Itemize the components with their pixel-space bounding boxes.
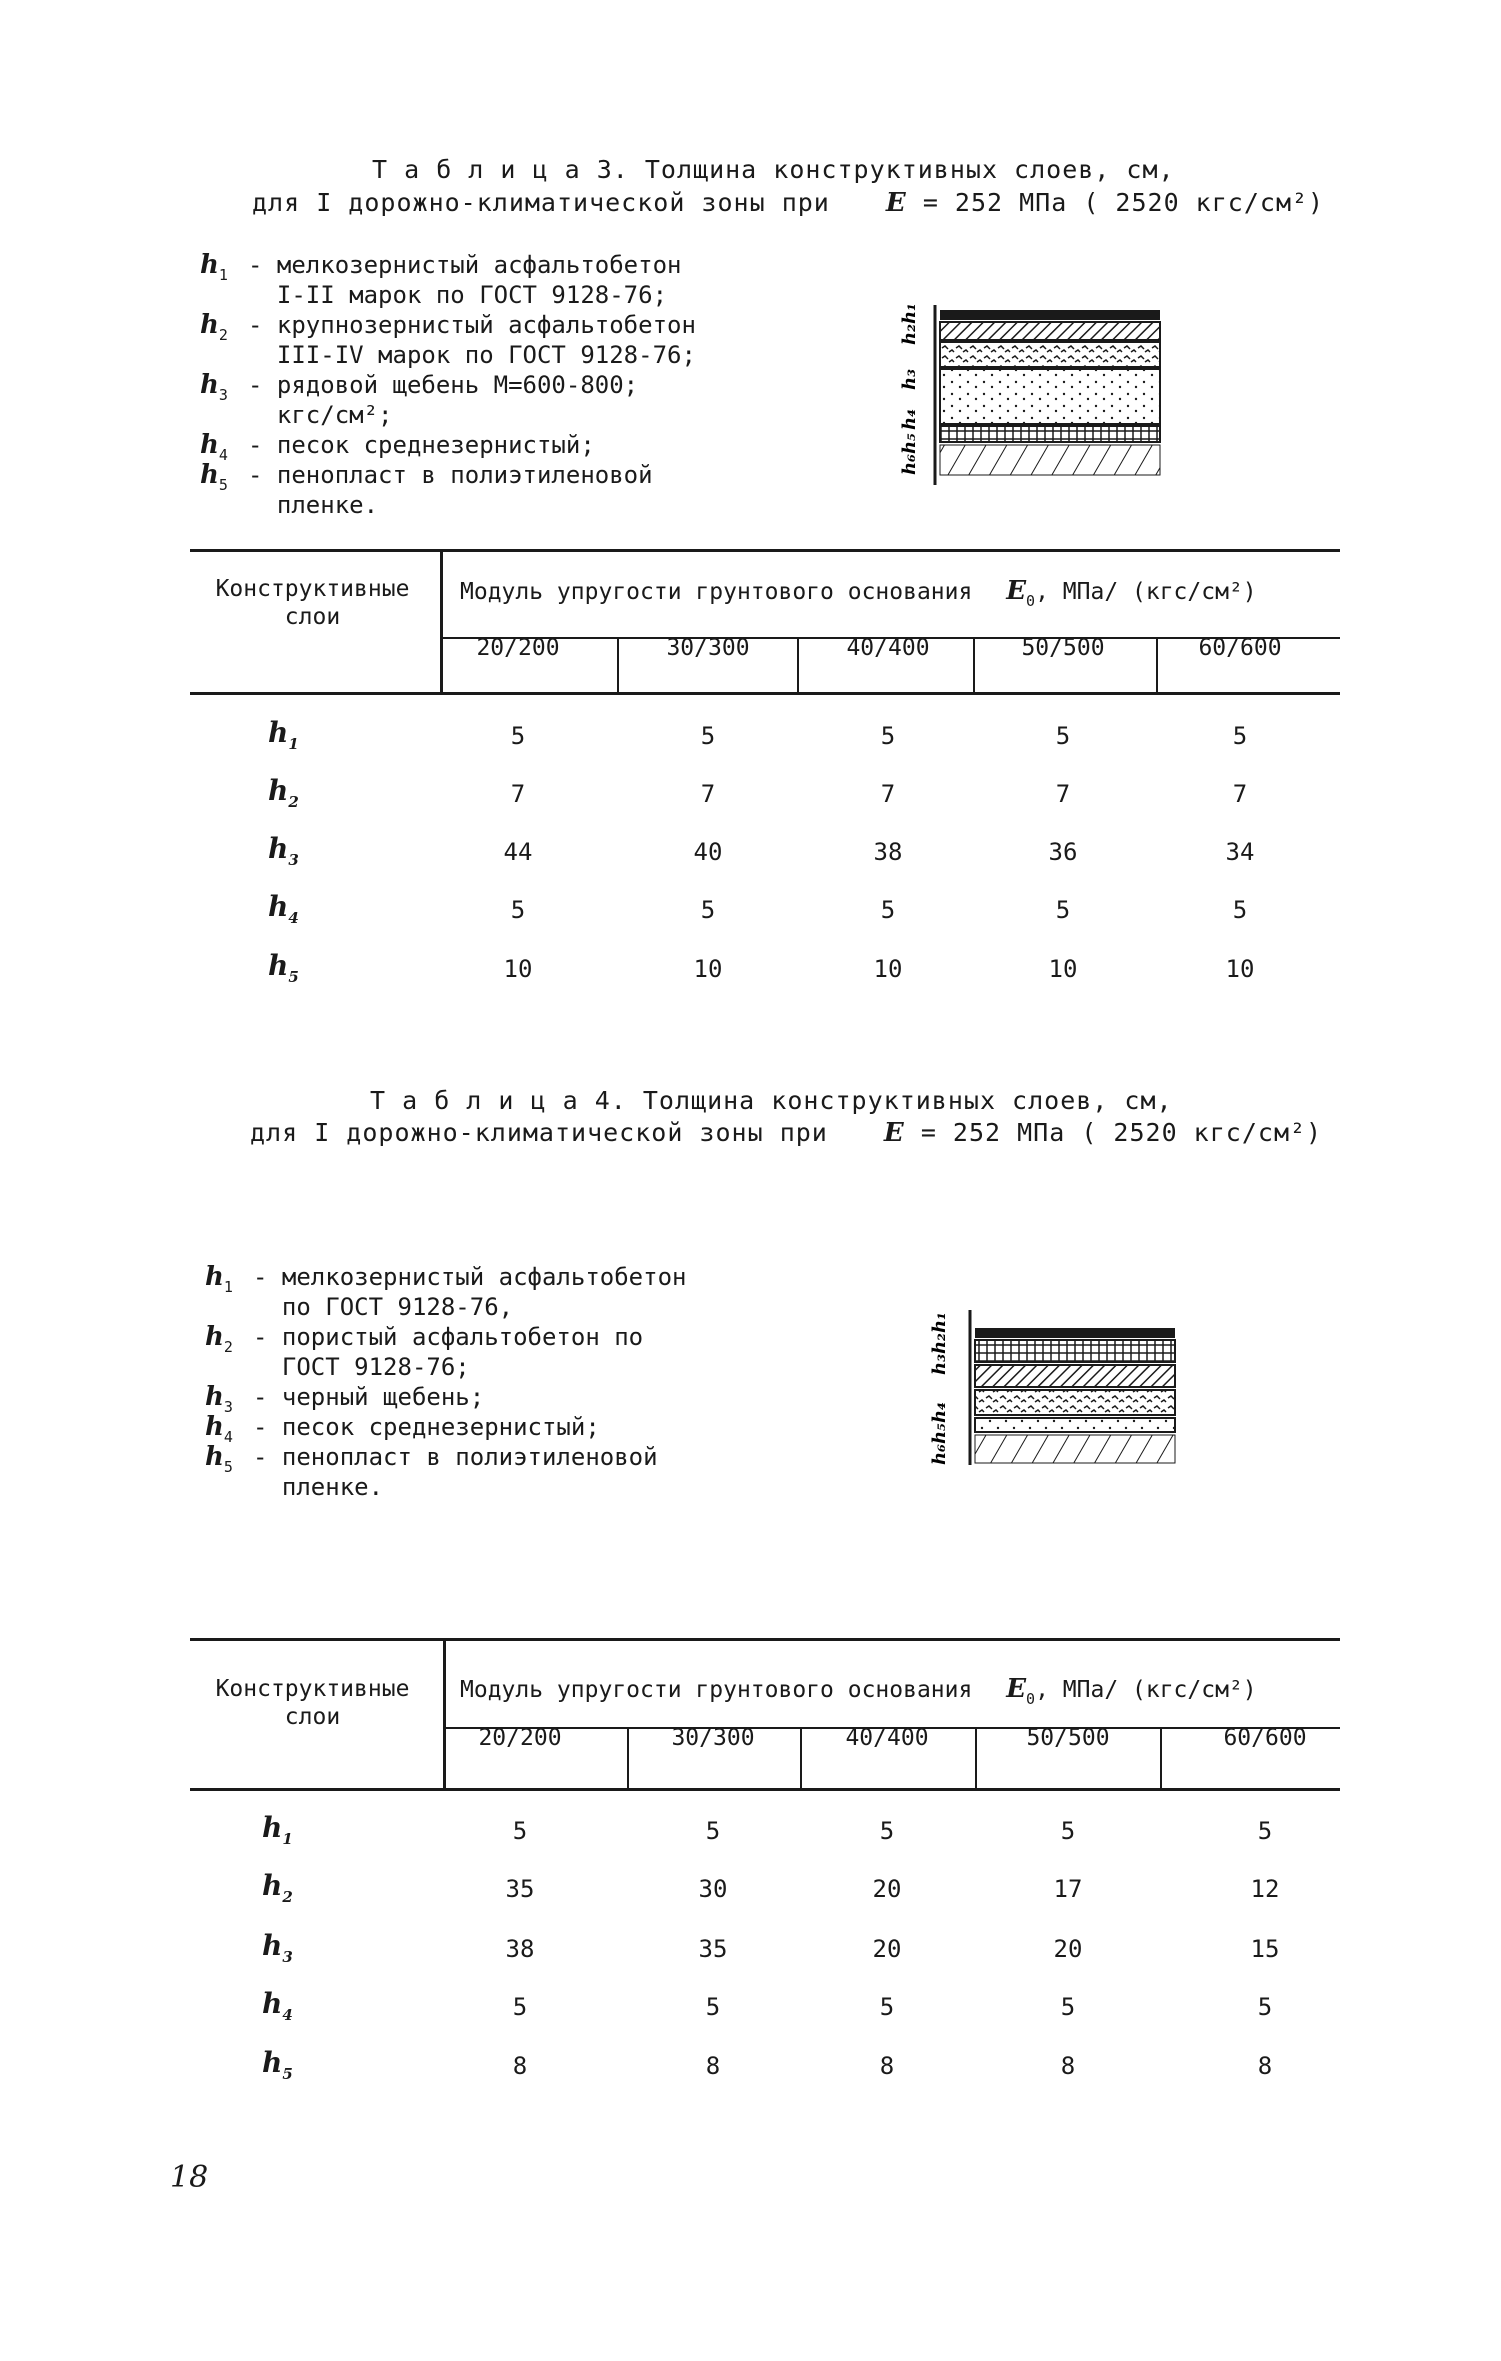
table4-header-right (460, 1674, 1257, 1708)
legend-symbol (205, 1382, 253, 1415)
legend-line (200, 280, 696, 310)
table4-caption-line2 (250, 1118, 1322, 1148)
legend-text: - песок среднезернистый; (253, 1413, 600, 1441)
table-cell: 8 (512, 2052, 528, 2080)
legend-text: - пенопласт в полиэтиленовой (248, 461, 653, 489)
row-label-sub: 2 (288, 793, 299, 811)
table3-col-divider (1156, 637, 1158, 694)
svg-text:h₆h₅h₄: h₆h₅h₄ (929, 1402, 950, 1465)
row-label (268, 832, 299, 869)
legend-text: по ГОСТ 9128-76, (253, 1293, 514, 1321)
legend-line (200, 370, 696, 404)
legend-symbol (200, 460, 248, 493)
table-cell: 8 (1257, 2052, 1273, 2080)
table-cell: 5 (879, 1993, 895, 2021)
table-cell: 10 (873, 955, 903, 983)
table-cell: 36 (1048, 838, 1078, 866)
table3-header-left-2: слои (284, 604, 341, 630)
legend-symbol-sub: 1 (218, 266, 228, 284)
table3-bottom-rule (190, 692, 1340, 695)
table-cell: 5 (512, 1993, 528, 2021)
table3-top-rule (190, 549, 1340, 552)
legend-symbol-sub: 4 (223, 1428, 233, 1446)
table-cell: 7 (1232, 780, 1248, 808)
legend-line (200, 310, 696, 344)
table-cell: 15 (1250, 1935, 1280, 1963)
row-label (268, 774, 299, 811)
table-cell: 5 (880, 722, 896, 750)
row-label (262, 1811, 293, 1848)
legend-text: I-II марок по ГОСТ 9128-76; (248, 281, 668, 309)
legend-line (200, 400, 696, 430)
table3-col-divider (797, 637, 799, 694)
legend-symbol (205, 1442, 253, 1475)
table3-caption-line1: Т а б л и ц а 3. Толщина конструктивных слоев, см, (372, 155, 1175, 184)
table4-caption-line1: Т а б л и ц а 4. Толщина конструктивных слоев, см, (370, 1086, 1173, 1115)
legend-text: - мелкозернистый асфальтобетон (248, 251, 682, 279)
table-cell: 44 (503, 838, 533, 866)
table4-header-left-1: Конструктивные (215, 1676, 410, 1702)
legend-symbol-sub: 2 (218, 326, 228, 344)
legend-text: - пенопласт в полиэтиленовой (253, 1443, 658, 1471)
table-cell: 35 (698, 1935, 728, 1963)
legend-symbol (205, 1262, 253, 1295)
legend-text: - пористый асфальтобетон по (253, 1323, 644, 1351)
row-label-sub: 5 (282, 2065, 293, 2083)
legend-symbol-sub: 2 (223, 1338, 233, 1356)
row-label-sub: 1 (288, 735, 299, 753)
row-label-sub: 3 (282, 1948, 293, 1966)
table4-header-e0: E (1006, 1674, 1027, 1704)
legend-line (205, 1262, 687, 1296)
table-cell: 7 (1055, 780, 1071, 808)
legend-line (205, 1472, 686, 1502)
table-cell: 5 (1055, 722, 1071, 750)
legend-text: пленке. (248, 491, 379, 519)
legend-symbol-letter: h (200, 430, 219, 460)
table3-caption-line2b: = 252 МПа ( 2520 кгс/см²) (922, 188, 1325, 217)
row-label-sub: 5 (288, 968, 299, 986)
legend-line (205, 1412, 686, 1446)
legend-symbol-letter: h (205, 1442, 224, 1472)
legend-symbol-letter: h (200, 370, 219, 400)
table3-vertical-rule (440, 549, 443, 693)
svg-text:h₄: h₄ (899, 409, 920, 430)
legend-line (205, 1352, 686, 1382)
table4-legend (205, 1262, 686, 1502)
column-header: 60/600 (1223, 1725, 1307, 1751)
legend-line (200, 460, 696, 494)
table-cell: 5 (700, 896, 716, 924)
legend-line (205, 1292, 686, 1322)
legend-symbol-letter: h (205, 1382, 224, 1412)
legend-symbol-sub: 1 (223, 1278, 233, 1296)
table4-top-rule (190, 1638, 1340, 1641)
table-cell: 30 (698, 1875, 728, 1903)
table3-header-right (460, 576, 1257, 610)
table3-layer-diagram (885, 295, 1185, 490)
column-header: 40/400 (846, 635, 930, 661)
column-header: 30/300 (671, 1725, 755, 1751)
legend-symbol-sub: 5 (218, 476, 228, 494)
column-header: 60/600 (1198, 635, 1282, 661)
table4-header-e0-sub: 0 (1026, 1690, 1036, 1708)
svg-text:h₃: h₃ (899, 369, 920, 390)
row-label-letter: h (268, 774, 289, 807)
legend-text: - черный щебень; (253, 1383, 485, 1411)
table4-header-unit: , МПа/ (кгс/см²) (1035, 1677, 1257, 1703)
table3-col-divider (617, 637, 619, 694)
legend-text: - песок среднезернистый; (248, 431, 595, 459)
table-cell: 10 (693, 955, 723, 983)
legend-symbol-letter: h (205, 1412, 224, 1442)
legend-symbol (200, 250, 248, 283)
table3-caption-line2 (252, 188, 1324, 218)
legend-line (200, 250, 696, 284)
legend-symbol (200, 310, 248, 343)
row-label-sub: 2 (282, 1888, 293, 1906)
table4-col-divider (1160, 1727, 1162, 1788)
table-cell: 5 (1055, 896, 1071, 924)
row-label (268, 890, 299, 927)
row-label-letter: h (262, 1987, 283, 2020)
table-cell: 7 (880, 780, 896, 808)
legend-line (200, 490, 696, 520)
table4-vertical-rule (443, 1638, 446, 1790)
column-header: 30/300 (666, 635, 750, 661)
table-cell: 20 (1053, 1935, 1083, 1963)
table-cell: 7 (700, 780, 716, 808)
legend-line (205, 1382, 686, 1416)
legend-text: кгс/см²; (248, 401, 393, 429)
row-label (268, 949, 299, 986)
table-cell: 5 (1232, 722, 1248, 750)
row-label-letter: h (268, 890, 289, 923)
row-label (262, 1929, 293, 1966)
row-label (268, 716, 299, 753)
legend-line (205, 1442, 686, 1476)
row-label-sub: 4 (282, 2006, 293, 2024)
table3-legend (200, 250, 696, 520)
row-label-sub: 4 (288, 909, 299, 927)
legend-line (205, 1322, 686, 1356)
legend-symbol (200, 430, 248, 463)
row-label-letter: h (268, 716, 289, 749)
row-label (262, 1987, 293, 2024)
table-cell: 40 (693, 838, 723, 866)
row-label-letter: h (268, 832, 289, 865)
svg-text:h₂h₁: h₂h₁ (899, 303, 920, 345)
table4-col-divider (975, 1727, 977, 1788)
row-label-letter: h (262, 2046, 283, 2079)
table3-header-e0-sub: 0 (1026, 592, 1036, 610)
table4-layer-diagram (915, 1305, 1185, 1470)
legend-text: ГОСТ 9128-76; (253, 1353, 470, 1381)
row-label-letter: h (268, 949, 289, 982)
table-cell: 5 (1232, 896, 1248, 924)
table-cell: 5 (1257, 1993, 1273, 2021)
table-cell: 5 (1060, 1817, 1076, 1845)
legend-symbol-letter: h (205, 1322, 224, 1352)
legend-symbol-sub: 5 (223, 1458, 233, 1476)
table-cell: 20 (872, 1875, 902, 1903)
table3-e-symbol: E (885, 188, 907, 218)
legend-text: III-IV марок по ГОСТ 9128-76; (248, 341, 696, 369)
row-label-sub: 1 (282, 1830, 293, 1848)
legend-symbol-letter: h (200, 460, 219, 490)
legend-symbol-sub: 4 (218, 446, 228, 464)
legend-symbol (205, 1322, 253, 1355)
row-label-letter: h (262, 1929, 283, 1962)
legend-symbol-letter: h (200, 310, 219, 340)
table3-caption-line2a: для I дорожно-климатической зоны при (252, 188, 830, 217)
legend-text: - крупнозернистый асфальтобетон (248, 311, 696, 339)
table-cell: 8 (705, 2052, 721, 2080)
row-label (262, 2046, 293, 2083)
table4-col-divider (800, 1727, 802, 1788)
table-cell: 10 (503, 955, 533, 983)
legend-text: - мелкозернистый асфальтобетон (253, 1263, 687, 1291)
table-cell: 38 (505, 1935, 535, 1963)
column-header: 50/500 (1021, 635, 1105, 661)
column-header: 20/200 (478, 1725, 562, 1751)
table-cell: 5 (510, 896, 526, 924)
table4-col-divider (627, 1727, 629, 1788)
table-cell: 8 (879, 2052, 895, 2080)
table4-header-modulus: Модуль упругости грунтового основания (460, 1677, 973, 1703)
row-label (262, 1869, 293, 1906)
table-cell: 5 (705, 1993, 721, 2021)
table4-e-symbol: E (883, 1118, 905, 1148)
table3-header-unit: , МПа/ (кгс/см²) (1035, 579, 1257, 605)
table4-caption-line2a: для I дорожно-климатической зоны при (250, 1118, 828, 1147)
column-header: 40/400 (845, 1725, 929, 1751)
column-header: 20/200 (476, 635, 560, 661)
page-number: 18 (170, 2160, 209, 2195)
table3-col-divider (973, 637, 975, 694)
table-cell: 5 (512, 1817, 528, 1845)
legend-text: - рядовой щебень М=600-800; (248, 371, 639, 399)
svg-text:h₃h₂h₁: h₃h₂h₁ (929, 1312, 950, 1375)
legend-symbol-letter: h (200, 250, 219, 280)
svg-text:h₆h₅: h₆h₅ (899, 433, 920, 475)
table-cell: 5 (1257, 1817, 1273, 1845)
row-label-sub: 3 (288, 851, 299, 869)
table-cell: 7 (510, 780, 526, 808)
table-cell: 38 (873, 838, 903, 866)
legend-symbol-sub: 3 (223, 1398, 233, 1416)
row-label-letter: h (262, 1811, 283, 1844)
table-cell: 34 (1225, 838, 1255, 866)
table-cell: 10 (1225, 955, 1255, 983)
table-cell: 5 (880, 896, 896, 924)
table4-bottom-rule (190, 1788, 1340, 1791)
table3-header-e0: E (1006, 576, 1027, 606)
legend-line (200, 340, 696, 370)
row-label-letter: h (262, 1869, 283, 1902)
table-cell: 5 (700, 722, 716, 750)
legend-symbol (200, 370, 248, 403)
table4-header-left-2: слои (284, 1704, 341, 1730)
table-cell: 20 (872, 1935, 902, 1963)
table-cell: 8 (1060, 2052, 1076, 2080)
legend-symbol (205, 1412, 253, 1445)
table-cell: 5 (1060, 1993, 1076, 2021)
table-cell: 12 (1250, 1875, 1280, 1903)
table4-caption-line2b: = 252 МПа ( 2520 кгс/см²) (920, 1118, 1323, 1147)
legend-symbol-sub: 3 (218, 386, 228, 404)
table-cell: 5 (705, 1817, 721, 1845)
table-cell: 5 (510, 722, 526, 750)
table-cell: 17 (1053, 1875, 1083, 1903)
table-cell: 5 (879, 1817, 895, 1845)
table3-header-modulus: Модуль упругости грунтового основания (460, 579, 973, 605)
column-header: 50/500 (1026, 1725, 1110, 1751)
table-cell: 35 (505, 1875, 535, 1903)
legend-text: пленке. (253, 1473, 384, 1501)
table3-header-left-1: Конструктивные (215, 576, 410, 602)
legend-symbol-letter: h (205, 1262, 224, 1292)
legend-line (200, 430, 696, 464)
table-cell: 10 (1048, 955, 1078, 983)
